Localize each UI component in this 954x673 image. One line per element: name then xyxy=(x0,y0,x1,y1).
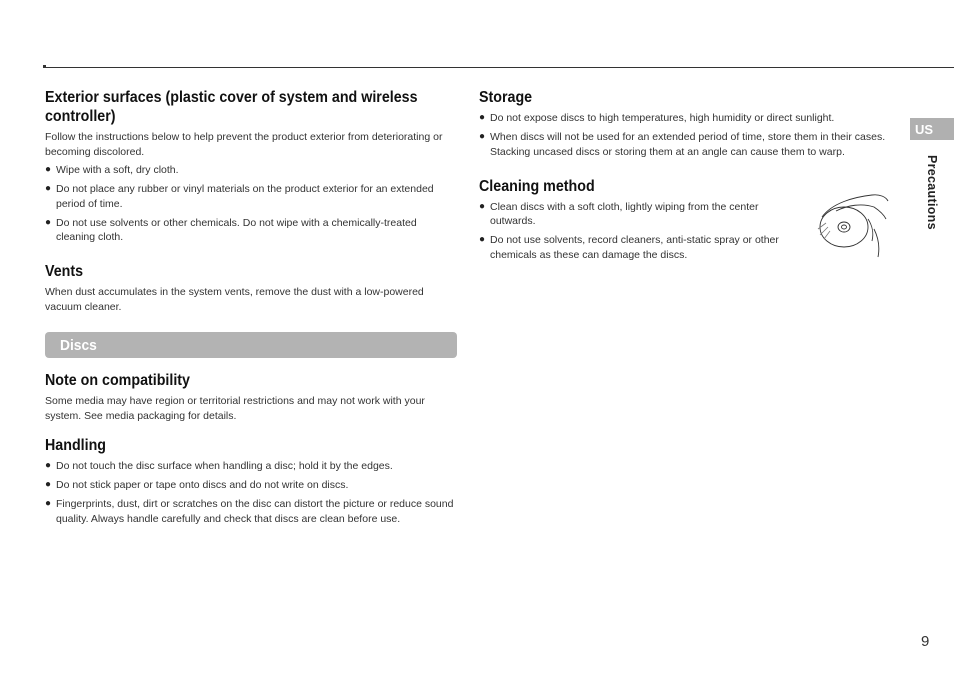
bullet-icon: ● xyxy=(479,234,486,245)
cleaning-heading: Cleaning method xyxy=(479,177,595,195)
region-tab: US xyxy=(910,118,954,140)
exterior-intro: Follow the instructions below to help prevent the product exterior from deteriorating or becoming discolored. xyxy=(45,131,443,158)
list-item: ● When discs will not be used for an extended period of time, store them in their cases. Stacking uncased discs or storing them at an angle can cause them to warp. xyxy=(479,131,886,158)
list-item: ● Fingerprints, dust, dirt or scratches on the disc can distort the picture or reduce sound quality. Always handle carefully and check that discs are clean before use. xyxy=(45,498,454,525)
list-item: ● Do not use solvents or other chemicals. Do not wipe with a chemically-treated cleaning cloth. xyxy=(45,216,417,243)
compat-body: Some media may have region or territorial restrictions and may not work with your system. See media packaging for details. xyxy=(45,395,425,422)
cleaning-list xyxy=(479,200,799,263)
disc-cleaning-illustration xyxy=(814,189,894,261)
bullet-icon: ● xyxy=(45,216,52,228)
vents-body: When dust accumulates in the system vents, remove the dust with a low-powered vacuum cleaner. xyxy=(45,286,424,313)
discs-section-title: Discs xyxy=(60,336,97,354)
bullet-icon: ● xyxy=(479,112,486,123)
bullet-icon: ● xyxy=(45,460,52,471)
section-side-label: Precautions xyxy=(925,155,939,230)
vents-heading: Vents xyxy=(45,263,84,280)
exterior-list xyxy=(45,163,457,245)
handling-heading: Handling xyxy=(45,437,107,454)
bullet-icon: ● xyxy=(45,498,52,509)
list-item: ● Do not use solvents, record cleaners, anti-static spray or other chemicals as these can damage the discs. xyxy=(479,234,779,261)
list-item: ● Wipe with a soft, dry cloth. xyxy=(45,164,179,176)
bullet-icon: ● xyxy=(479,200,486,212)
page-number: 9 xyxy=(921,633,930,650)
bullet-icon: ● xyxy=(45,479,52,490)
storage-heading: Storage xyxy=(479,89,533,106)
cleaning-block xyxy=(479,177,889,263)
list-item: ● Do not expose discs to high temperatures, high humidity or direct sunlight. xyxy=(479,112,835,124)
left-column xyxy=(45,88,457,531)
list-item: ● Do not touch the disc surface when handling a disc; hold it by the edges. xyxy=(45,460,393,472)
exterior-heading: Exterior surfaces (plastic cover of system and wireless controller) xyxy=(45,89,418,125)
discs-section-bar xyxy=(45,332,457,358)
bullet-icon: ● xyxy=(45,164,52,175)
right-column xyxy=(479,88,889,267)
compat-heading: Note on compatibility xyxy=(45,372,190,389)
storage-list xyxy=(479,111,889,159)
list-item: ● Clean discs with a soft cloth, lightly wiping from the center outwards. xyxy=(479,200,759,227)
list-item: ● Do not stick paper or tape onto discs and do not write on discs. xyxy=(45,479,349,491)
bullet-icon: ● xyxy=(479,131,486,142)
bullet-icon: ● xyxy=(45,183,52,194)
header-rule xyxy=(45,67,954,68)
handling-list xyxy=(45,459,457,526)
list-item: ● Do not place any rubber or vinyl materials on the product exterior for an extended period of time. xyxy=(45,183,434,210)
